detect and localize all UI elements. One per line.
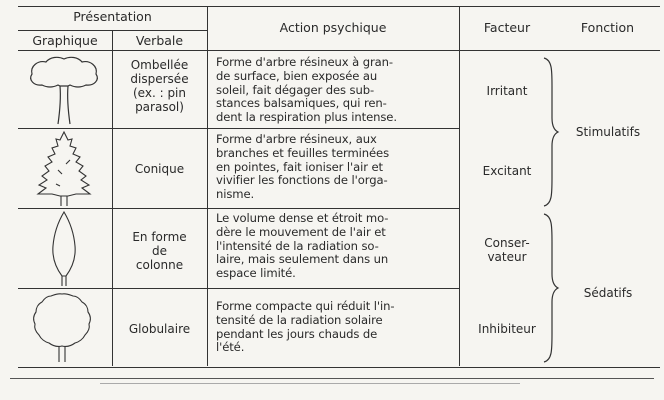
facteur-row-4: Inhibiteur	[478, 322, 536, 336]
action-line: l'intensité de la radiation so-	[216, 238, 379, 253]
verbale-line: de	[152, 244, 167, 258]
facteur-row-1: Irritant	[486, 84, 528, 98]
action-line: Forme compacte qui réduit l'in-	[216, 299, 395, 313]
action-line: vivifier les fonctions de l'orga-	[216, 173, 388, 188]
header-fonction: Fonction	[580, 20, 635, 35]
scan-artifact-line	[10, 378, 654, 379]
verbale-row-2: Conique	[134, 162, 185, 176]
header-presentation: Présentation	[73, 9, 152, 24]
header-sub-rule	[18, 30, 207, 31]
action-line: laire, mais seulement dans un	[216, 252, 389, 267]
facteur-row-2: Excitant	[482, 164, 532, 178]
verbale-row-4: Globulaire	[128, 322, 191, 336]
action-line: Forme d'arbre résineux à gran-	[216, 55, 393, 69]
action-line: stances balsamiques, qui ren-	[216, 96, 387, 111]
action-line: dent la respiration plus intense.	[216, 110, 397, 125]
action-row-4	[216, 300, 456, 355]
conical-tree-icon	[30, 130, 98, 208]
verbale-line: Ombellée	[130, 58, 189, 72]
action-line: pendant les jours chauds de	[216, 326, 378, 341]
columnar-tree-icon	[44, 210, 84, 288]
action-line: en pointes, fait ioniser l'air et	[216, 159, 383, 174]
action-line: Forme d'arbre résineux, aux	[216, 132, 377, 146]
action-line: de surface, bien exposée au	[216, 68, 378, 83]
fonction-sedatifs: Sédatifs	[583, 286, 633, 300]
verbale-line: En forme	[132, 230, 187, 244]
action-line: l'été.	[216, 340, 245, 355]
umbrella-pine-tree-icon	[24, 54, 104, 126]
facteur-line: Conser-	[484, 236, 530, 250]
header-graphique: Graphique	[32, 33, 98, 48]
fonction-stimulatifs: Stimulatifs	[575, 125, 641, 139]
verbale-row-3	[112, 230, 207, 272]
brace-stimulatifs-icon	[540, 56, 560, 208]
row-divider-1	[18, 128, 459, 129]
action-row-1	[216, 56, 456, 125]
col-divider-presentation-action	[207, 6, 208, 366]
action-row-2	[216, 133, 456, 202]
brace-sedatifs-icon	[540, 212, 560, 364]
facteur-line: vateur	[487, 250, 527, 264]
action-line: soleil, fait dégager des sub-	[216, 82, 375, 97]
col-divider-action-facteur	[459, 6, 460, 366]
verbale-line: dispersée	[130, 72, 189, 86]
verbale-row-1	[112, 58, 207, 114]
verbale-line: (ex. : pin	[133, 86, 186, 100]
action-line: espace limité.	[216, 266, 296, 281]
header-bottom-rule	[18, 50, 660, 51]
row-divider-3	[18, 288, 459, 289]
globular-tree-icon	[30, 290, 94, 364]
action-row-3	[216, 212, 456, 281]
action-line: branches et feuilles terminées	[216, 145, 390, 160]
action-line: Le volume dense et étroit mo-	[216, 211, 389, 225]
row-divider-2	[18, 208, 459, 209]
verbale-line: parasol)	[135, 100, 184, 114]
action-line: tensité de la radiation solaire	[216, 312, 383, 327]
scan-artifact-line	[100, 383, 520, 384]
header-action-psychique: Action psychique	[279, 20, 387, 35]
header-verbale: Verbale	[135, 33, 184, 48]
action-line: dère le mouvement de l'air et	[216, 224, 386, 239]
verbale-line: colonne	[135, 258, 184, 272]
action-line: nisme.	[216, 187, 255, 202]
header-facteur: Facteur	[483, 20, 531, 35]
